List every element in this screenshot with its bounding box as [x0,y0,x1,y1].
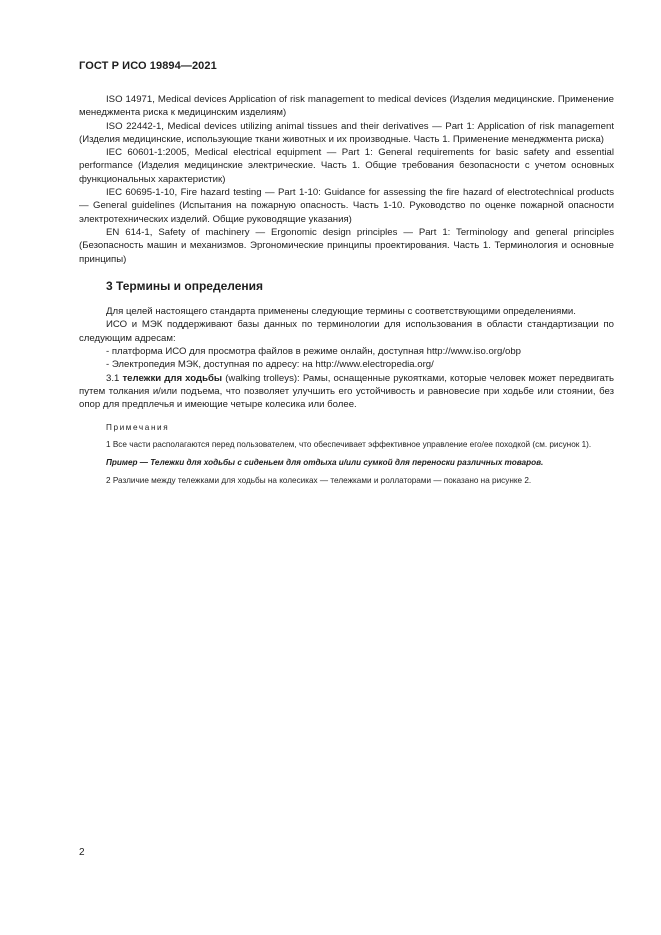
normative-references [79,93,614,266]
page-content [79,93,614,493]
standard-header: ГОСТ Р ИСО 19894—2021 [79,60,217,72]
reference-iec-60601-1: IEC 60601-1:2005, Medical electrical equipment — Part 1: General requirements for basic safety and essential performance (Изделия медицинские электрические. Часть 1. Общие требования безопасности с учетом основных функциональных характеристик) [79,147,614,185]
note-1: 1 Все части располагаются перед пользователем, что обеспечивает эффективное управление его/ее походкой (см. рисунок 1). [106,439,592,449]
section-title: 3 Термины и определения [106,278,264,293]
example-text: Пример — Тележки для ходьбы с сиденьем для отдыха и/или сумкой для переноски различных товаров. [106,457,544,467]
section-intro: Для целей настоящего стандарта применены следующие термины с соответствующими определениями. [106,306,576,318]
list-item-iso-obp: - платформа ИСО для просмотра файлов в режиме онлайн, доступная http://www.iso.org/obp [106,346,521,358]
term-definition-text: (walking trolleys): Рамы, оснащенные рукоятками, которые человек может передвигать путем толкания и/или подъема, что позволяет улучшить его устойчивость и равновесие при ходьбе или стоянии, без опор для предплечья и имеющие четыре колесика или более. [79,372,615,411]
notes-title: Примечания [106,422,170,432]
term-number: 3.1 [106,372,120,384]
page-number: 2 [79,847,85,858]
notes-block [79,422,614,487]
term-name: тележки для ходьбы [122,372,223,384]
reference-iec-60695-1-10: IEC 60695-1-10, Fire hazard testing — Part 1-10: Guidance for assessing the fire hazard of electrotechnical products — General guidelines (Испытания на пожарную опасность. Часть 1-10. Руководство по оценке пожарной опасности электротехнических изделий. Общие руководящие указания) [79,187,614,225]
reference-iso-22442-1: ISO 22442-1, Medical devices utilizing animal tissues and their derivatives — Part 1: Application of risk management (Изделия медицинские, использующие ткани животных и их производные. Часть 1. Применение менеджмента риска) [79,120,614,145]
databases-paragraph: ИСО и МЭК поддерживают базы данных по терминологии для использования в области стандартизации по следующим адресам: [79,319,614,344]
reference-en-614-1: EN 614-1, Safety of machinery — Ergonomic design principles — Part 1: Terminology and general principles (Безопасность машин и механизмов. Эргономические принципы проектирования. Часть 1. Терминология и основные принципы) [79,226,614,265]
term-definition [79,372,614,412]
note-2: 2 Различие между тележками для ходьбы на колесиках — тележками и роллаторами — показано на рисунке 2. [106,475,532,485]
list-item-electropedia: - Электропедия МЭК, доступная по адресу: на http://www.electropedia.org/ [106,359,434,371]
reference-iso-14971: ISO 14971, Medical devices Application of risk management to medical devices (Изделия медицинские. Применение менеджмента риска к медицинским изделиям) [79,94,614,119]
